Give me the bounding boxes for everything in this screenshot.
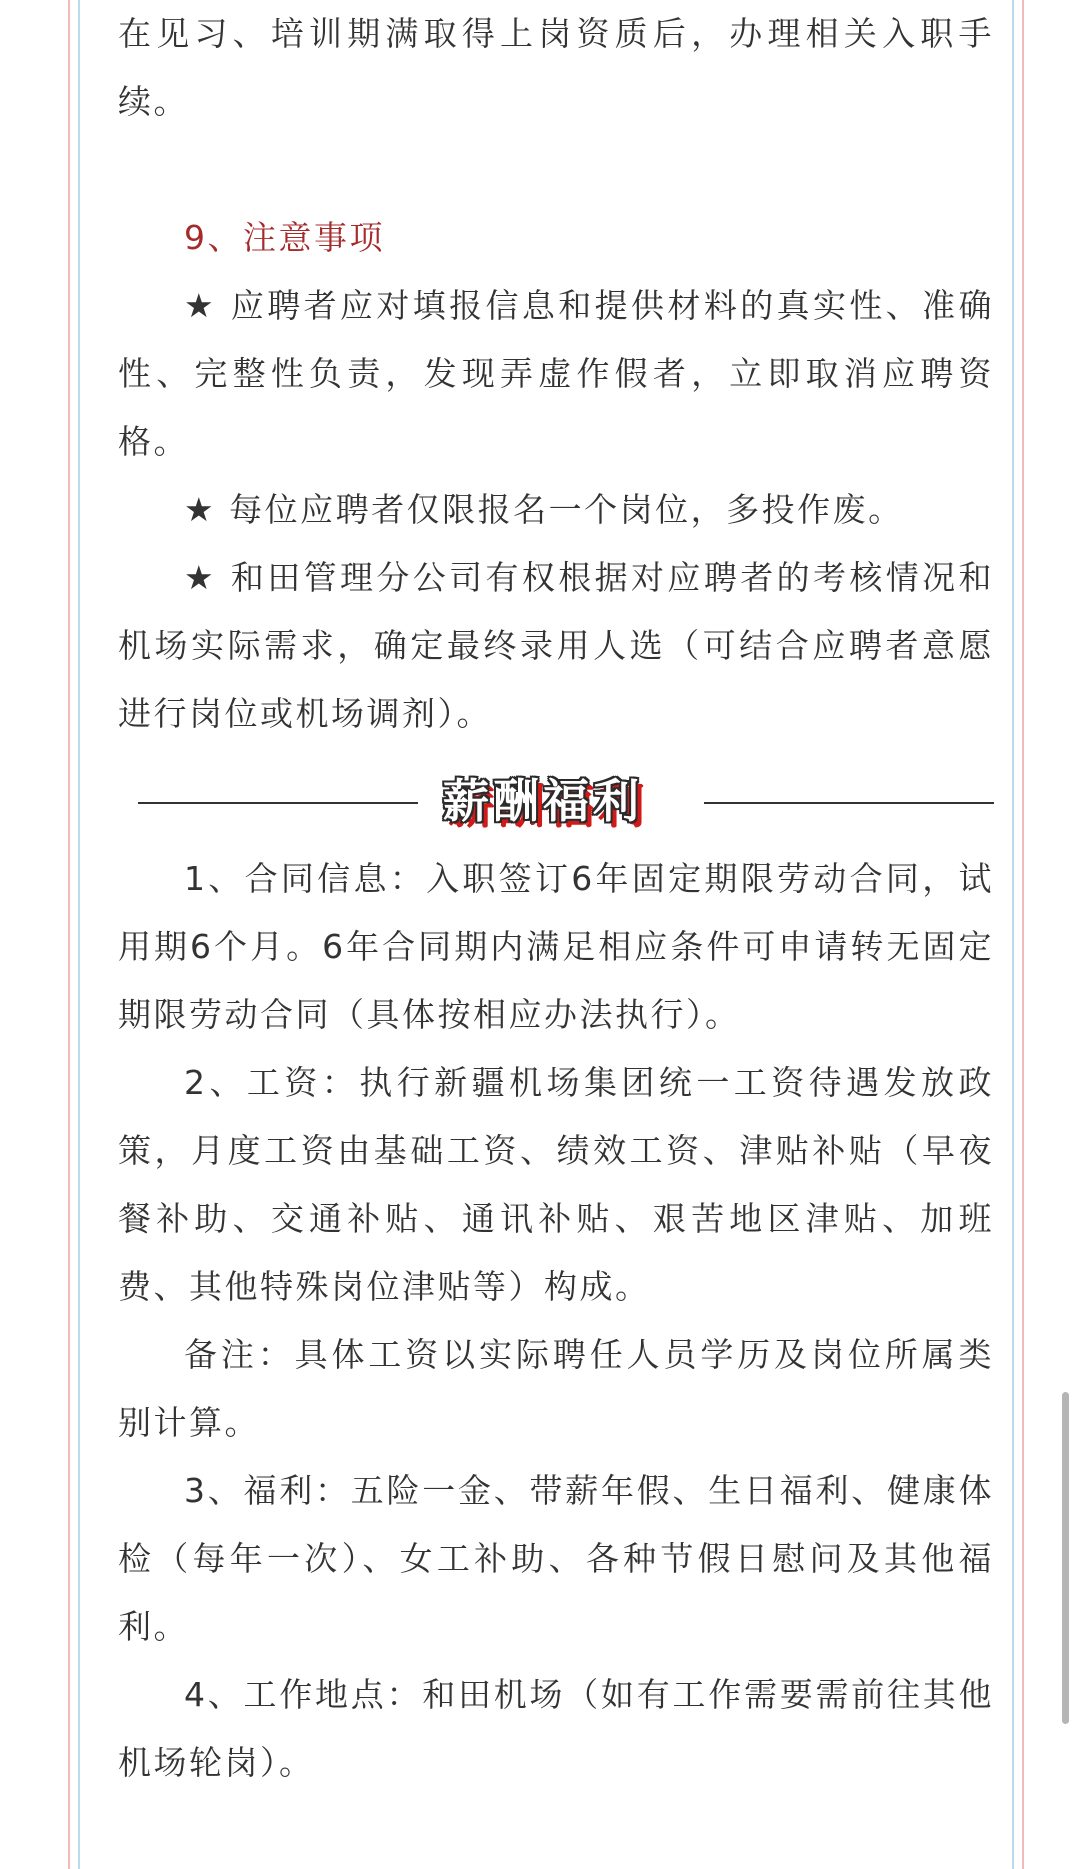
onboarding-paragraph: 在见习、培训期满取得上岗资质后，办理相关入职手续。 [118, 14, 994, 121]
right-border-red [1022, 0, 1024, 1869]
benefit-location: 4、工作地点：和田机场（如有工作需要需前往其他机场轮岗）。 [118, 1675, 994, 1782]
benefits-header-title: 薪酬福利 [443, 774, 643, 828]
benefit-salary: 2、工资：执行新疆机场集团统一工资待遇发放政策，月度工资由基础工资、绩效工资、津贴补贴（早夜餐补助、交通补贴、通讯补贴、艰苦地区津贴、加班费、其他特殊岗位津贴等）构成。 [118, 1063, 994, 1306]
header-divider-right [704, 802, 994, 804]
header-divider-left [138, 802, 418, 804]
note-item: ★ 应聘者应对填报信息和提供材料的真实性、准确性、完整性负责，发现弄虚作假者，立即取消应聘资格。 [118, 286, 994, 461]
notes-title: 9、注意事项 [184, 218, 385, 257]
benefits-section-header [118, 763, 994, 843]
left-border-red [68, 0, 70, 1869]
article-content [118, 0, 994, 1797]
spacer [118, 136, 994, 204]
benefit-welfare: 3、福利：五险一金、带薪年假、生日福利、健康体检（每年一次）、女工补助、各种节假日慰问及其他福利。 [118, 1471, 994, 1646]
note-item: ★ 每位应聘者仅限报名一个岗位，多投作废。 [184, 490, 904, 529]
right-border-blue [1012, 0, 1014, 1869]
benefit-contract: 1、合同信息：入职签订6年固定期限劳动合同，试用期6个月。6年合同期内满足相应条件可申请转无固定期限劳动合同（具体按相应办法执行）。 [118, 859, 994, 1034]
left-border-blue [78, 0, 80, 1869]
vertical-scrollbar[interactable] [1062, 1392, 1069, 1724]
note-item: ★ 和田管理分公司有权根据对应聘者的考核情况和机场实际需求，确定最终录用人选（可结合应聘者意愿进行岗位或机场调剂）。 [118, 558, 994, 733]
benefit-salary-note: 备注：具体工资以实际聘任人员学历及岗位所属类别计算。 [118, 1335, 994, 1442]
